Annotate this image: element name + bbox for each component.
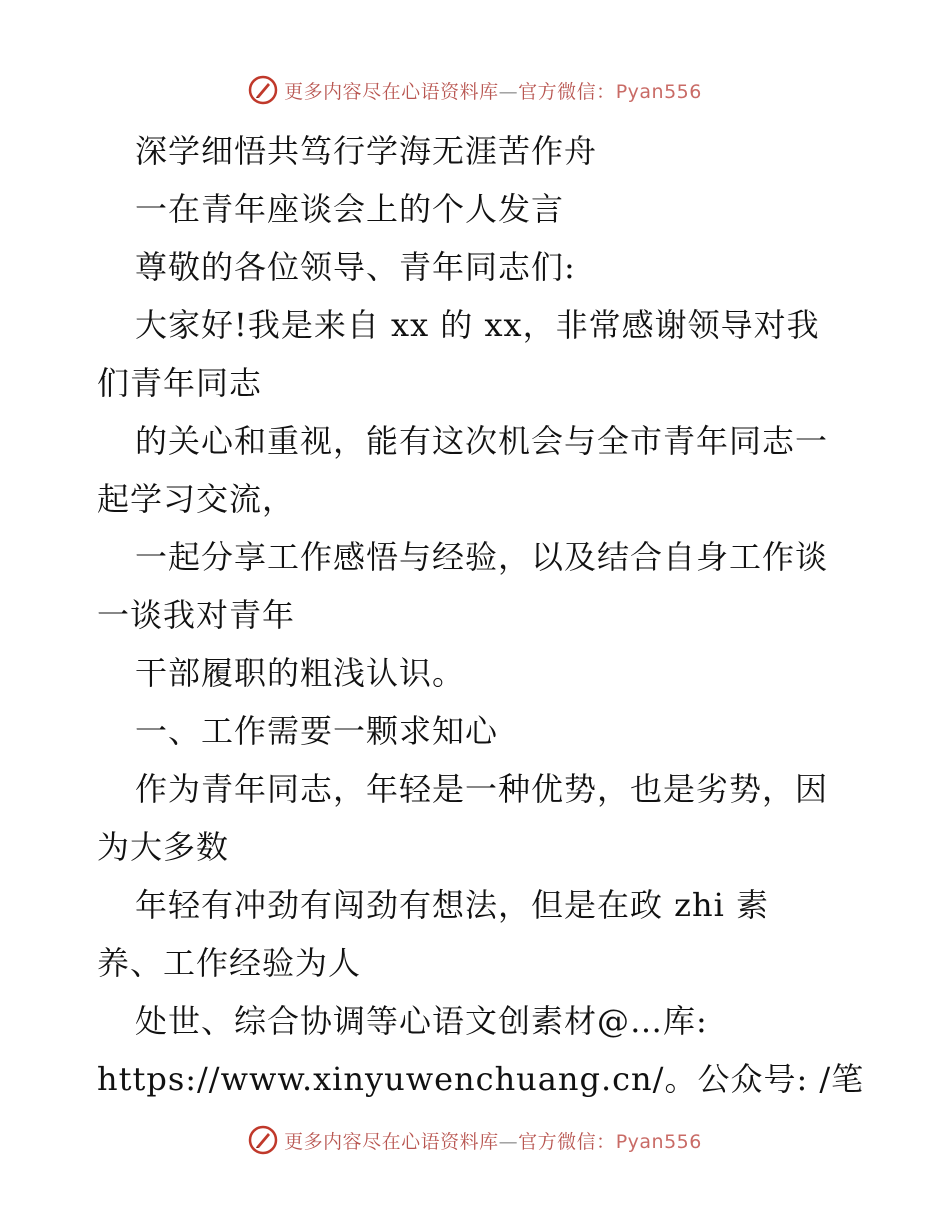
text-line: 处世、综合协调等心语文创素材@…库:	[135, 1002, 708, 1040]
watermark-separator: —	[498, 80, 519, 103]
watermark-wechat-id: Pyan556	[615, 1130, 702, 1153]
text-line: 为大多数	[97, 828, 230, 866]
text-line: 年轻有冲劲有闯劲有想法，但是在政 zhi 素	[135, 886, 770, 924]
footer-watermark	[0, 1120, 950, 1160]
document-body	[97, 122, 865, 1108]
text-line: 一起分享工作感悟与经验，以及结合自身工作谈	[135, 538, 829, 576]
watermark-text	[284, 1127, 702, 1154]
text-line: 一、工作需要一颗求知心	[135, 712, 499, 750]
watermark-site-text: 更多内容尽在心语资料库	[284, 1130, 499, 1153]
watermark-separator: —	[498, 1130, 519, 1153]
text-line: 作为青年同志，年轻是一种优势，也是劣势，因	[135, 770, 829, 808]
watermark-text	[284, 77, 702, 104]
text-line: https://www.xinyuwenchuang.cn/。公众号: /笔	[97, 1060, 865, 1098]
quill-logo-icon	[248, 75, 278, 105]
watermark-wechat-id: Pyan556	[615, 80, 702, 103]
quill-logo-icon	[248, 1125, 278, 1155]
text-line: 起学习交流，	[97, 480, 296, 518]
text-line: 养、工作经验为人	[97, 944, 362, 982]
watermark-site-text: 更多内容尽在心语资料库	[284, 80, 499, 103]
text-line: 一在青年座谈会上的个人发言	[135, 190, 565, 228]
watermark-group	[248, 1125, 702, 1155]
text-line: 干部履职的粗浅认识。	[135, 654, 466, 692]
watermark-label: 官方微信：	[518, 80, 616, 103]
watermark-label: 官方微信：	[518, 1130, 616, 1153]
text-line: 尊敬的各位领导、青年同志们:	[135, 248, 576, 286]
text-line: 一谈我对青年	[97, 596, 296, 634]
watermark-group	[248, 75, 702, 105]
text-line: 的关心和重视，能有这次机会与全市青年同志一	[135, 422, 829, 460]
text-line: 们青年同志	[97, 364, 263, 402]
text-line: 大家好!我是来自 xx 的 xx，非常感谢领导对我	[135, 306, 820, 344]
header-watermark	[0, 70, 950, 110]
text-line: 深学细悟共笃行学海无涯苦作舟	[135, 132, 598, 170]
